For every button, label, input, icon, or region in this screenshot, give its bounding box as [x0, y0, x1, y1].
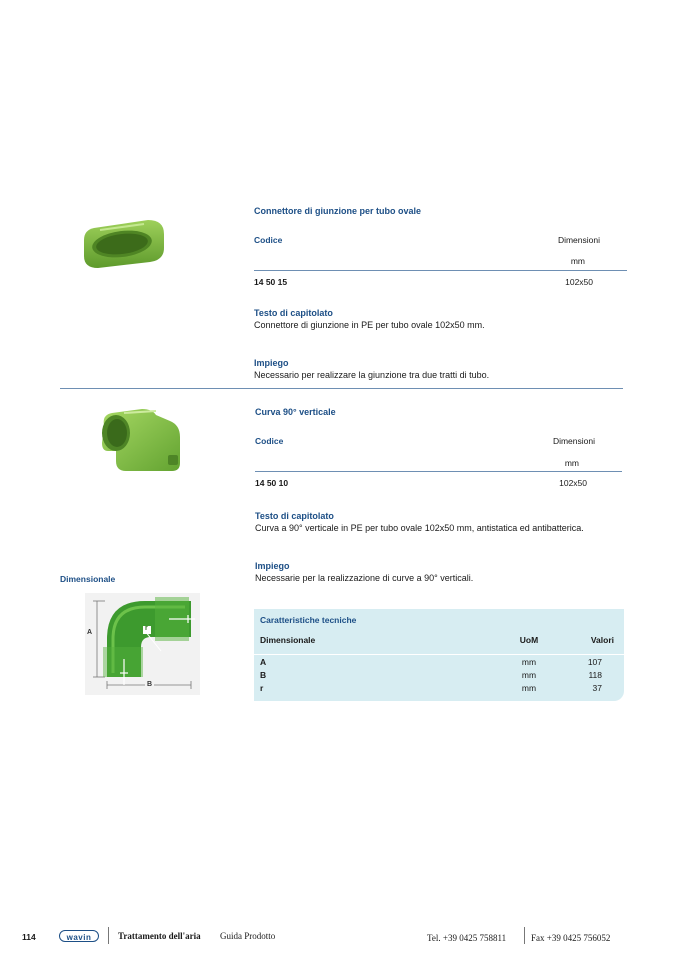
product2-size: 102x50	[559, 478, 587, 488]
product1-use-title: Impiego	[254, 358, 289, 368]
product2-spec-title: Testo di capitolato	[255, 511, 334, 521]
spec-row-r-name: r	[260, 683, 264, 693]
product1-use-text: Necessario per realizzare la giunzione tra due tratti di tubo.	[254, 370, 490, 380]
product1-spec-text: Connettore di giunzione in PE per tubo ovale 102x50 mm.	[254, 320, 485, 330]
spec-table-title: Caratteristiche tecniche	[260, 615, 357, 625]
wavin-logo-text: wavin	[66, 933, 92, 942]
spec-header-value: Valori	[590, 635, 614, 645]
product1-col-unit: mm	[570, 256, 585, 266]
spec-row-r-value: 37	[592, 683, 602, 693]
footer-section: Trattamento dell'aria	[118, 931, 201, 941]
spec-row-b-name: B	[260, 670, 267, 680]
footer-divider-left	[108, 927, 109, 944]
spec-row-a-value: 107	[587, 657, 602, 667]
product1-code: 14 50 15	[254, 277, 288, 287]
wavin-logo	[59, 930, 99, 942]
diagram-label-r: r	[145, 625, 148, 632]
diagram-label-a: A	[87, 629, 93, 636]
product1-col-code: Codice	[254, 235, 283, 245]
spec-header-rule	[254, 654, 624, 655]
spec-header-uom: UoM	[519, 635, 539, 645]
product1-size: 102x50	[565, 277, 593, 287]
product1-col-dim: Dimensioni	[557, 235, 600, 245]
footer-fax: Fax +39 0425 756052	[531, 933, 611, 943]
spec-row-b-uom: mm	[521, 670, 537, 680]
product2-use-title: Impiego	[255, 561, 290, 571]
product2-header-rule	[255, 471, 622, 472]
diagram-label-b: B	[147, 681, 153, 688]
product2-col-dim: Dimensioni	[552, 436, 595, 446]
connector-image	[78, 210, 172, 274]
footer-divider-right	[524, 927, 525, 944]
product2-title: Curva 90° verticale	[255, 407, 336, 417]
product2-code: 14 50 10	[255, 478, 289, 488]
vertical-bend-image	[96, 405, 186, 475]
product2-use-text: Necessarie per la realizzazione di curve a 90° verticali.	[255, 573, 474, 583]
product2-spec-text: Curva a 90° verticale in PE per tubo ovale 102x50 mm, antistatica ed antibatterica.	[255, 523, 584, 533]
product2-col-code: Codice	[255, 436, 284, 446]
spec-row-r-uom: mm	[521, 683, 537, 693]
section-divider	[60, 388, 623, 389]
footer-tel: Tel. +39 0425 758811	[427, 933, 507, 943]
footer-guide: Guida Prodotto	[220, 931, 276, 941]
product1-spec-title: Testo di capitolato	[254, 308, 333, 318]
product2-col-unit: mm	[564, 458, 579, 468]
spec-table	[254, 609, 624, 701]
product1-title: Connettore di giunzione per tubo ovale	[254, 206, 422, 216]
spec-header-name: Dimensionale	[260, 635, 316, 645]
dimensional-label: Dimensionale	[60, 574, 116, 584]
spec-row-a-uom: mm	[521, 657, 537, 667]
dimension-diagram	[85, 593, 200, 695]
spec-row-b-value: 118	[588, 670, 602, 680]
page-number: 114	[22, 932, 36, 942]
product1-header-rule	[254, 270, 627, 271]
spec-row-a-name: A	[260, 657, 267, 667]
